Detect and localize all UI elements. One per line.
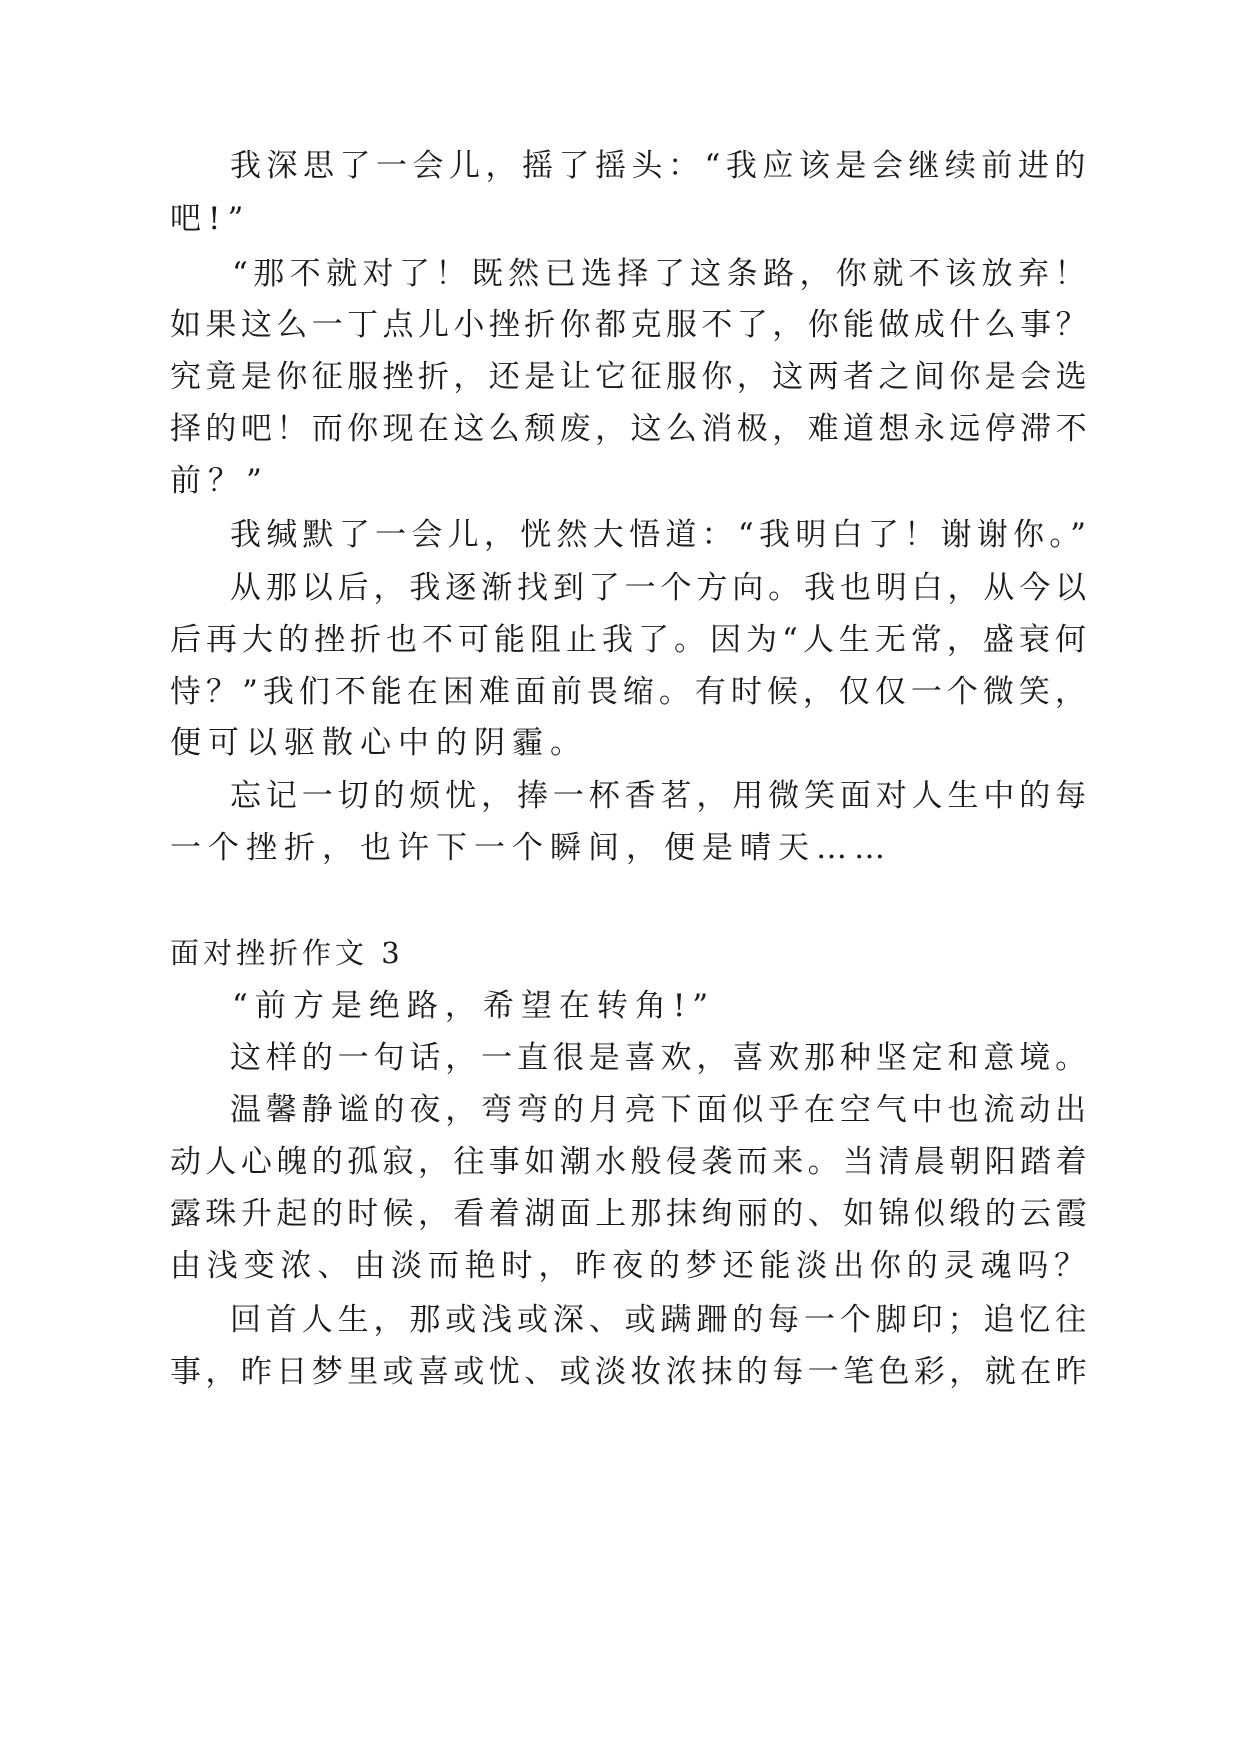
paragraph-line: 一个挫折，也许下一个瞬间，便是晴天…… xyxy=(170,830,892,866)
paragraph-line: 动人心魄的孤寂，往事如潮水般侵袭而来。当清晨朝阳踏着 xyxy=(170,1144,1091,1180)
paragraph-line: 由浅变浓、由淡而艳时，昨夜的梦还能淡出你的灵魂吗？ xyxy=(170,1248,1091,1284)
paragraph-line: 择的吧！而你现在这么颓废，这么消极，难道想永远停滞不 xyxy=(170,411,1091,447)
paragraph-line: 便可以驱散心中的阴霾。 xyxy=(170,725,588,761)
paragraph-line: 这样的一句话，一直很是喜欢，喜欢那种坚定和意境。 xyxy=(230,1040,1091,1076)
paragraph-line: 如果这么一丁点儿小挫折你都克服不了，你能做成什么事？ xyxy=(170,307,1091,343)
paragraph-line: 前？” xyxy=(170,463,269,499)
paragraph-line: 恃？”我们不能在困难面前畏缩。有时候，仅仅一个微笑， xyxy=(170,674,1091,710)
paragraph-line: 究竟是你征服挫折，还是让它征服你，这两者之间你是会选 xyxy=(170,359,1091,395)
paragraph-line: 忘记一切的烦忧，捧一杯香茗，用微笑面对人生中的每 xyxy=(230,778,1091,814)
paragraph-line: 我缄默了一会儿，恍然大悟道：“我明白了！谢谢你。” xyxy=(230,517,1092,553)
paragraph-line: 回首人生，那或浅或深、或蹒跚的每一个脚印；追忆往 xyxy=(230,1302,1091,1338)
paragraph-line: 吧!” xyxy=(170,201,251,237)
paragraph-line: 事，昨日梦里或喜或忧、或淡妆浓抹的每一笔色彩，就在昨 xyxy=(170,1354,1091,1390)
paragraph-line: 从那以后，我逐渐找到了一个方向。我也明白，从今以 xyxy=(230,570,1091,606)
paragraph-line: “那不就对了！既然已选择了这条路，你就不该放弃！ xyxy=(232,256,1091,292)
paragraph-line: 我深思了一会儿，摇了摇头：“我应该是会继续前进的 xyxy=(230,148,1091,184)
paragraph-line: 温馨静谧的夜，弯弯的月亮下面似乎在空气中也流动出 xyxy=(230,1092,1091,1128)
paragraph-line: 后再大的挫折也不可能阻止我了。因为“人生无常，盛衰何 xyxy=(170,622,1091,658)
paragraph-line: 露珠升起的时候，看着湖面上那抹绚丽的、如锦似缎的云霞 xyxy=(170,1196,1091,1232)
section-heading: 面对挫折作文 3 xyxy=(170,936,404,970)
paragraph-line: “前方是绝路，希望在转角!” xyxy=(232,988,716,1024)
